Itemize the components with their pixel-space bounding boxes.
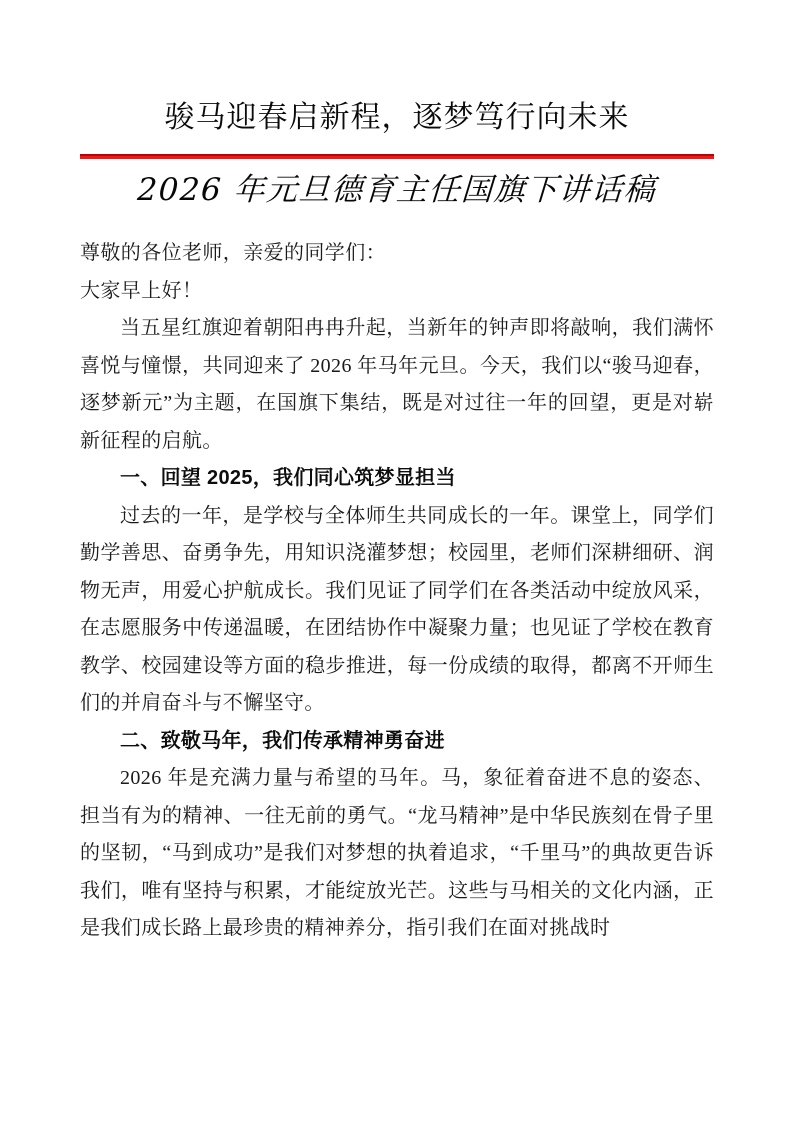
page-title: 骏马迎春启新程，逐梦笃行向未来 — [164, 101, 630, 134]
salutation-line: 尊敬的各位老师，亲爱的同学们： — [80, 242, 386, 264]
section-paragraph-1: 过去的一年，是学校与全体师生共同成长的一年。课堂上，同学们勤学善思、奋勇争先，用知识浇灌梦想；校园里，老师们深耕细研、润物无声，用爱心护航成长。我们见证了同学们在各类活动中绽放风采，在志愿服务中传递温暖，在团结协作中凝聚力量；也见证了学校在教育教学、校园建设等方面的稳步推进，每一份成绩的取得，都离不开师生们的并肩奋斗与不懈坚守。 — [80, 504, 714, 714]
document-body — [80, 235, 714, 948]
intro-paragraph: 当五星红旗迎着朝阳冉冉升起，当新年的钟声即将敲响，我们满怀喜悦与憧憬，共同迎来了 2026 年马年元旦。今天，我们以“骏马迎春，逐梦新元”为主题，在国旗下集结，既是对过往一年的回望，更是对崭新征程的启航。 — [80, 317, 714, 452]
section-heading-2: 二、致敬马年，我们传承精神勇奋进 — [120, 729, 445, 752]
section-heading-1: 一、回望 2025，我们同心筑梦显担当 — [120, 467, 456, 489]
page-subtitle: 2026 年元旦德育主任国旗下讲话稿 — [136, 172, 658, 208]
greeting-line: 大家早上好！ — [80, 279, 203, 302]
section-paragraph-2: 2026 年是充满力量与希望的马年。马，象征着奋进不息的姿态、担当有为的精神、一往无前的勇气。“龙马精神”是中华民族刻在骨子里的坚韧，“马到成功”是我们对梦想的执着追求，“千里马”的典故更告诉我们，唯有坚持与积累，才能绽放光芒。这些与马相关的文化内涵，正是我们成长路上最珍贵的精神养分，指引我们在面对挑战时 — [80, 767, 714, 939]
document-content — [80, 0, 714, 948]
